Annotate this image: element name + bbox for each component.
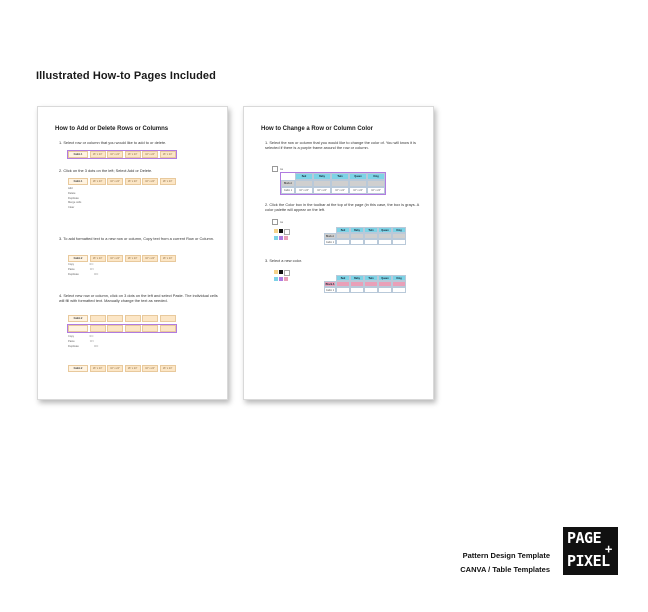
menu-item: Merge cells (68, 201, 82, 205)
table-cell: 16" x 24" (160, 151, 176, 158)
row-label (68, 325, 88, 332)
table-cell (90, 315, 106, 322)
table-row (68, 325, 176, 332)
color-table (281, 173, 385, 194)
menu-item: Delete (68, 191, 76, 195)
table-cell: 16" x 24" (142, 151, 158, 158)
section-heading: Illustrated How-to Pages Included (36, 70, 216, 82)
table-cell: 16" x 24" (142, 365, 158, 372)
header-cell: Twin (364, 275, 378, 281)
header-cell: Queen (349, 173, 367, 180)
header-cell: Bed (336, 275, 350, 281)
menu-item: Duplicate ⌘D (68, 344, 99, 348)
table-cell: 16" x 24" (313, 187, 331, 194)
table-cell: 16" x 24" (160, 178, 176, 185)
row-label: Block A (324, 233, 336, 239)
table-cell: 16" x 24" (125, 178, 141, 185)
step-1-text: 1. Select row or column that you would like to add to or delete. (59, 140, 167, 145)
header-cell: Baby (313, 173, 331, 180)
table-cell (90, 325, 106, 332)
header-cell: Baby (350, 227, 364, 233)
table-cell (160, 325, 176, 332)
table-cell: 16" x 24" (160, 255, 176, 262)
table-cell: 16" x 24" (125, 365, 141, 372)
row-label: Cabin 1 (68, 151, 88, 158)
table-cell: 16" x 24" (90, 151, 106, 158)
table-cell: 16" x 24" (90, 255, 106, 262)
row-label: Cabin 2 (68, 255, 88, 262)
howto-page-add-delete (37, 106, 228, 400)
color-box-icon (272, 219, 278, 225)
logo-plus: + (605, 542, 613, 556)
editor-toolbar (272, 219, 283, 225)
table-cell: 16" x 24" (90, 178, 106, 185)
menu-item: Duplicate ⌘D (68, 272, 99, 276)
logo-text-pixel: PIXEL (567, 552, 610, 570)
color-palette (274, 229, 288, 240)
header-cell: Bed (336, 227, 350, 233)
context-menu (68, 187, 81, 211)
context-menu (68, 263, 98, 277)
table-row (68, 151, 176, 158)
table-cell (142, 325, 158, 332)
table-cell: 16" x 24" (160, 365, 176, 372)
header-cell: King (367, 173, 385, 180)
step-1-text: 1. Select the row or column that you would like to change the color of. You will know it is selected if there is a purple frame around the row or column. (265, 140, 416, 151)
row-label: Cabin 1 (281, 187, 295, 194)
table-cell: 16" x 24" (107, 151, 123, 158)
table-cell (125, 315, 141, 322)
color-box-icon (272, 166, 278, 172)
editor-toolbar (272, 166, 283, 172)
row-label: Cabin 2 (68, 315, 88, 322)
table-cell: 16" x 24" (295, 187, 313, 194)
menu-item: Paste ⌘V (68, 339, 94, 343)
table-cell (160, 315, 176, 322)
header-cell: Twin (364, 227, 378, 233)
step-2-text: 2. Click on the 3 dots on the left; Select Add or Delete. (59, 168, 153, 173)
footer-line-2: CANVA / Table Templates (460, 565, 550, 574)
howto-page-change-color (243, 106, 434, 400)
step-2-text: 2. Click the Color box in the toolbar at the top of the page (in this case, the box is grays. A color palette will appear on the left. (265, 202, 419, 213)
table-row (68, 365, 176, 372)
row-label: Cabin 1 (325, 240, 335, 244)
menu-item: Clear (68, 206, 75, 210)
row-label: Cabin 1 (68, 178, 88, 185)
table-cell: 16" x 24" (107, 365, 123, 372)
step-3-text: 3. Select a new color. (265, 258, 302, 263)
table-cell: 16" x 24" (331, 187, 349, 194)
color-table (324, 227, 406, 245)
header-cell: King (392, 227, 406, 233)
header-cell: Bed (295, 173, 313, 180)
table-cell: 16" x 24" (125, 151, 141, 158)
color-table (324, 275, 406, 293)
context-menu (68, 335, 98, 349)
header-cell: Queen (378, 275, 392, 281)
table-cell: 16" x 24" (367, 187, 385, 194)
row-label: Block A (281, 180, 295, 187)
table-cell: 16" x 24" (90, 365, 106, 372)
header-cell: Queen (378, 227, 392, 233)
menu-item: Copy ⌘C (68, 335, 94, 338)
table-row (68, 178, 176, 185)
logo-text-page: PAGE (567, 529, 602, 547)
row-label: Cabin 2 (68, 365, 88, 372)
table-cell (142, 315, 158, 322)
table-cell (107, 315, 123, 322)
toolbar-label: Aa (280, 220, 284, 224)
menu-item: Paste ⌘V (68, 267, 94, 271)
step-4-text: 4. Select new row or column, click on 3 dots on the left and select Paste. The individual cells will fill with formatted text. Manually change the text as needed. (59, 293, 218, 304)
table-cell: 16" x 24" (107, 178, 123, 185)
header-cell: Twin (331, 173, 349, 180)
color-palette (274, 270, 288, 281)
toolbar-label: Aa (280, 167, 284, 171)
table-cell: 16" x 24" (349, 187, 367, 194)
header-cell: King (392, 275, 406, 281)
menu-item: Copy ⌘C (68, 263, 94, 266)
footer-line-1: Pattern Design Template (462, 551, 550, 560)
step-3-text: 3. To add formatted text to a new row or column, Copy text from a current Row or Column. (59, 236, 214, 241)
table-cell (107, 325, 123, 332)
row-label: Cabin 1 (325, 288, 335, 292)
menu-item: Add (68, 187, 73, 190)
table-cell (125, 325, 141, 332)
page-title: How to Change a Row or Column Color (261, 126, 373, 132)
row-label: Block A (325, 282, 335, 286)
menu-item: Duplicate (68, 196, 79, 200)
page-pixel-logo (563, 527, 618, 575)
page-title: How to Add or Delete Rows or Columns (55, 126, 169, 132)
table-cell: 16" x 24" (107, 255, 123, 262)
table-row (68, 315, 176, 322)
header-cell: Baby (350, 275, 364, 281)
table-cell: 16" x 24" (142, 255, 158, 262)
table-row (68, 255, 176, 262)
table-cell: 16" x 24" (125, 255, 141, 262)
table-cell: 16" x 24" (142, 178, 158, 185)
